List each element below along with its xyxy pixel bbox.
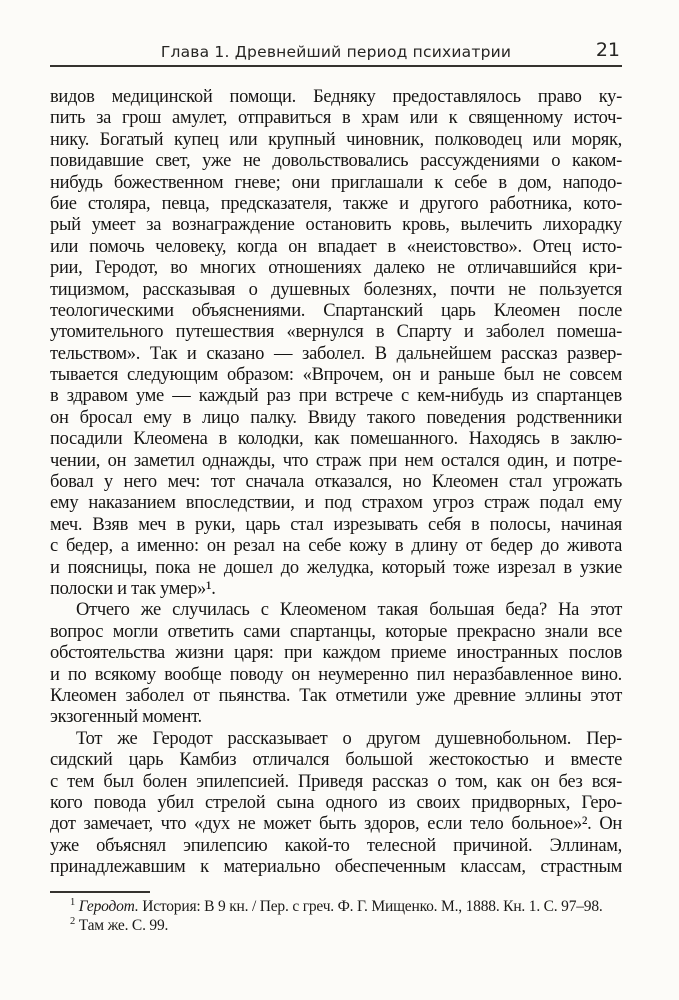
text-line: тывается следующим образом: «Впрочем, он и раньше был не совсем bbox=[50, 365, 622, 386]
text-line: с бедер, а именно: он резал на себе кожу в длину от бедер до живота bbox=[50, 536, 622, 557]
footnote-1-author-italic: Геродот. bbox=[78, 898, 139, 915]
text-line: или помочь человеку, когда он впадает в «неистовство». Отец исто- bbox=[50, 236, 622, 257]
text-line: меч. Взяв меч в руки, царь стал изрезывать себя в полосы, начиная bbox=[50, 514, 622, 535]
footnote-1-marker: 1 bbox=[70, 896, 76, 908]
footnote-2-marker: 2 bbox=[70, 915, 76, 927]
text-line: экзогенный момент. bbox=[50, 707, 202, 728]
footnote-1-text: История: В 9 кн. / Пер. с греч. Ф. Г. Мищенко. М., 1888. Кн. 1. С. 97–98. bbox=[142, 898, 603, 915]
paragraph bbox=[50, 87, 622, 600]
text-line: рии, Геродот, во многих отношениях далеко не отличавшийся кри- bbox=[50, 258, 622, 279]
footnote-separator bbox=[50, 891, 150, 893]
header-rule bbox=[50, 65, 622, 67]
text-line: в здравом уме — каждый раз при встрече с кем-нибудь из спартанцев bbox=[50, 386, 622, 407]
text-line: дот замечает, что «дух не может быть здоров, если тело больное»². Он bbox=[50, 814, 622, 835]
text-line: тельством». Так и сказано — заболел. В дальнейшем рассказ развер- bbox=[50, 343, 622, 364]
text-line: тицизмом, рассказывая о душевных болезнях, почти не пользуется bbox=[50, 279, 622, 300]
text-line: Клеомен заболел от пьянства. Так отметили уже древние эллины этот bbox=[50, 685, 622, 706]
text-line: пить за грош амулет, отправиться в храм или к священному источ- bbox=[50, 108, 622, 129]
page-number: 21 bbox=[595, 39, 620, 61]
text-line: нибудь божественном гневе; они приглашали к себе в дом, наподо- bbox=[50, 172, 622, 193]
text-line: повидавшие свет, уже не довольствовались рассуждениями о каком- bbox=[50, 151, 622, 172]
text-line: Отчего же случилась с Клеоменом такая большая беда? На этот bbox=[76, 600, 622, 621]
text-line: принадлежавшим к материально обеспеченным классам, страстным bbox=[50, 857, 622, 878]
text-line: обстоятельства жизни царя: при каждом приеме иностранных послов bbox=[50, 643, 622, 664]
text-line: с тем был болен эпилепсией. Приведя рассказ о том, как он без вся- bbox=[50, 771, 622, 792]
text-line: теологическими объяснениями. Спартанский царь Клеомен после bbox=[50, 300, 622, 321]
text-line: утомительного путешествия «вернулся в Спарту и заболел помеша- bbox=[50, 322, 622, 343]
text-line: бие столяра, певца, предсказателя, также и другого работника, кото- bbox=[50, 193, 622, 214]
footnote-2-text: Там же. С. 99. bbox=[78, 916, 169, 934]
paragraph bbox=[50, 600, 622, 728]
running-header bbox=[50, 39, 622, 65]
text-line: Тот же Геродот рассказывает о другом душевнобольном. Пер- bbox=[76, 728, 622, 749]
text-line: рый умеет за вознаграждение остановить кровь, вылечить лихорадку bbox=[50, 215, 622, 236]
text-line: вопрос могли ответить сами спартанцы, которые прекрасно знали все bbox=[50, 621, 622, 642]
chapter-header-title: Глава 1. Древнейший период психиатрии bbox=[160, 43, 512, 61]
text-line: ему наказанием впоследствии, и под страхом угроз страж подал ему bbox=[50, 493, 622, 514]
text-line: посадили Клеомена в колодки, как помешанного. Находясь в заклю- bbox=[50, 429, 622, 450]
text-line: и по всякому вообще поводу он неумеренно пил неразбавленное вино. bbox=[50, 664, 622, 685]
footnote-1 bbox=[50, 898, 622, 917]
text-line: видов медицинской помощи. Бедняку предоставлялось право ку- bbox=[50, 87, 622, 107]
footnote-2 bbox=[50, 917, 622, 936]
body-text bbox=[50, 87, 622, 878]
text-line: нику. Богатый купец или крупный чиновник, полководец или моряк, bbox=[50, 129, 622, 150]
paragraph bbox=[50, 729, 622, 879]
text-line: он бросал ему в лицо палку. Ввиду такого поведения родственники bbox=[50, 407, 622, 428]
text-line: уже объяснял эпилепсию какой-то телесной причиной. Эллинам, bbox=[50, 835, 622, 856]
footnotes bbox=[50, 898, 622, 935]
text-line: чении, он заметил однажды, что страж при нем остался один, и потре- bbox=[50, 450, 622, 471]
text-line: сидский царь Камбиз отличался большой жестокостью и вместе bbox=[50, 750, 622, 771]
text-line: бовал у него меч: тот сначала отказался, но Клеомен стал угрожать bbox=[50, 472, 622, 493]
text-line: полоски и так умер»¹. bbox=[50, 578, 216, 599]
text-line: и поясницы, пока не дошел до желудка, который тоже изрезал в узкие bbox=[50, 557, 622, 578]
text-line: кого повода убил стрелой сына одного из своих придворных, Геро- bbox=[50, 792, 622, 813]
